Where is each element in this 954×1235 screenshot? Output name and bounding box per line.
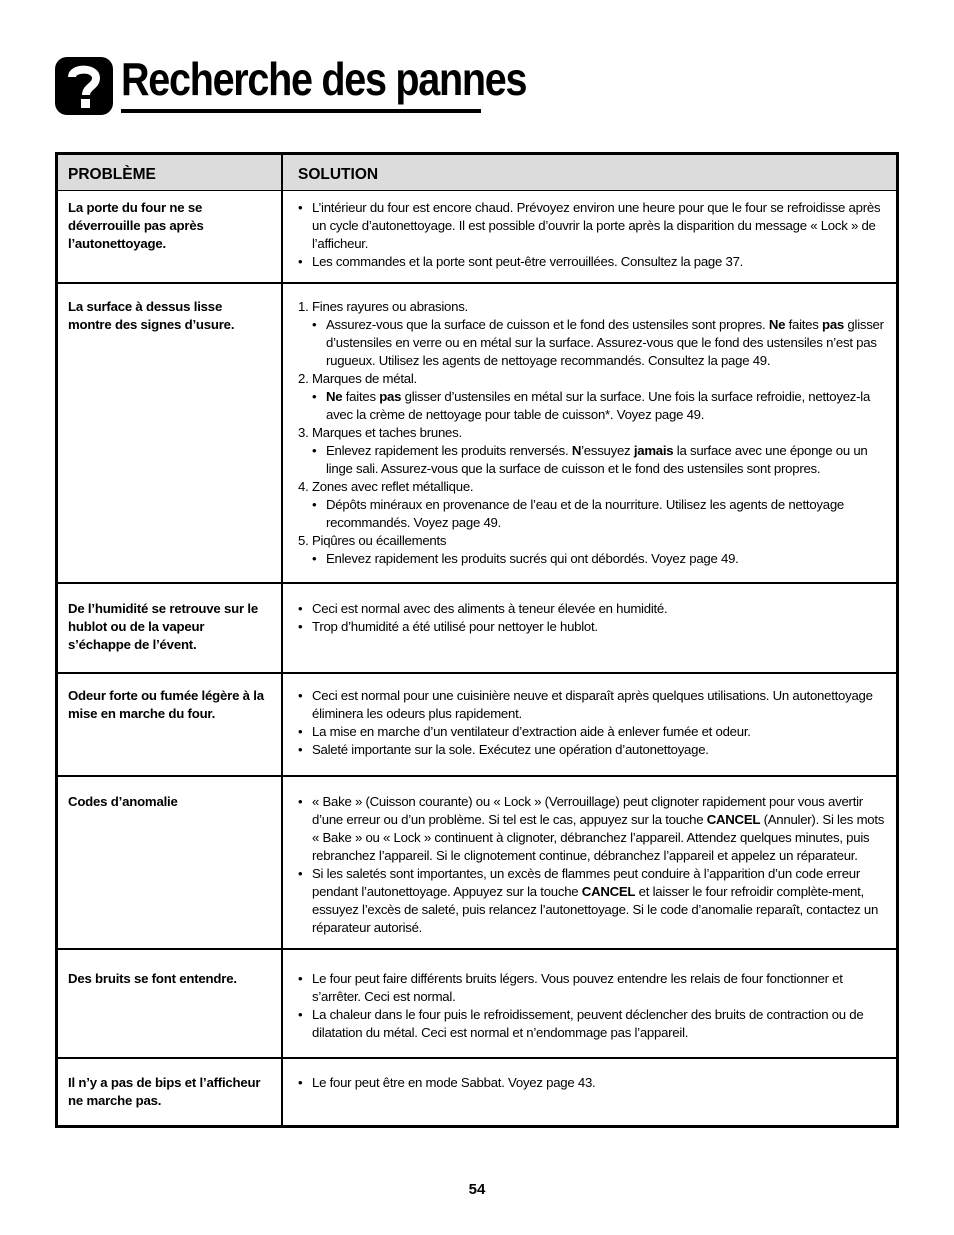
question-mark-icon — [55, 57, 113, 115]
solution-cell: • Le four peut être en mode Sabbat. Voyez page 43. — [298, 1074, 890, 1092]
header-solution: SOLUTION — [298, 166, 379, 183]
table-row — [58, 284, 896, 584]
column-divider — [281, 155, 283, 1125]
problem-cell: La surface à dessus lisse montre des signes d’usure. — [68, 299, 235, 332]
solution-cell: • Le four peut faire différents bruits légers. Vous pouvez entendre les relais de four fonctionner et s’arrêter. Ceci est normal. • La chaleur dans le four puis le refroidissement, peuvent déclencher des bruits de contraction ou de dilatation du métal. Ceci est normal et n’endommage pas l’appareil. — [298, 970, 890, 1042]
title-underline — [121, 109, 481, 113]
table-header — [58, 155, 896, 191]
table-row — [58, 777, 896, 950]
solution-cell: • L’intérieur du four est encore chaud. Prévoyez environ une heure pour que le four se refroidisse après un cycle d’autonettoyage. Il est possible d’ouvrir la porte après la disparition du message « Lock » de l’afficheur. • Les commandes et la porte sont peut-être verrouillées. Consultez la page 37. — [298, 199, 890, 271]
table-row — [58, 584, 896, 674]
table-row — [58, 950, 896, 1059]
page-header — [55, 53, 527, 115]
solution-cell: • Ceci est normal pour une cuisinière neuve et disparaît après quelques utilisations. Un autonettoyage éliminera les odeurs plus rapidement. • La mise en marche d’un ventilateur d’extraction aide à enlever fumée et odeur. • Saleté importante sur la sole. Exécutez une opération d’autonettoyage. — [298, 687, 890, 759]
solution-cell: 1. Fines rayures ou abrasions. • Assurez-vous que la surface de cuisson et le fond des ustensiles sont propres. Ne faites pas glisser d’ustensiles en verre ou en métal sur la surface. Assurez-vous que le fond des ustensiles n’est pas rugueux. Utilisez les agents de nettoyage recommandés. Consultez la page 49. 2. Marques de métal. • Ne faites pas glisser d’ustensiles en métal sur la surface. Une fois la surface refroidie, nettoyez-la avec la crème de nettoyage pour table de cuisson*. Voyez page 49. 3. Marques et taches brunes. • Enlevez rapidement les produits renversés. N’essuyez jamais la surface avec une éponge ou un linge sali. Assurez-vous que la surface de cuisson et le fond des ustensiles sont propres. 4. Zones avec reflet métallique. • Dépôts minéraux en provenance de l’eau et de la nourriture. Utilisez les agents de nettoyage recommandés. Voyez page 49. 5. Piqûres ou écaillements • Enlevez rapidement les produits sucrés qui ont débordés. Voyez page 49. — [298, 298, 890, 568]
problem-cell: De l’humidité se retrouve sur le hublot ou de la vapeur s’échappe de l’évent. — [68, 601, 259, 652]
solution-cell: • Ceci est normal avec des aliments à teneur élevée en humidité. • Trop d’humidité a été utilisé pour nettoyer le hublot. — [298, 600, 890, 636]
troubleshooting-table — [55, 152, 899, 1128]
header-problem: PROBLÈME — [68, 166, 156, 183]
problem-cell: Odeur forte ou fumée légère à la mise en marche du four. — [68, 688, 264, 721]
table-row — [58, 674, 896, 777]
page-number: 54 — [468, 1181, 486, 1198]
problem-cell: Codes d’anomalie — [68, 794, 178, 809]
problem-cell: Il n’y a pas de bips et l’afficheur ne marche pas. — [68, 1075, 261, 1108]
problem-cell: Des bruits se font entendre. — [68, 971, 237, 986]
problem-cell: La porte du four ne se déverrouille pas après l’autonettoyage. — [68, 200, 204, 251]
solution-cell: • « Bake » (Cuisson courante) ou « Lock » (Verrouillage) peut clignoter rapidement pour vous avertir d’une erreur ou d’un problème. Si tel est le cas, appuyez sur la touche CANCEL (Annuler). Si les mots « Bake » ou « Lock » continuent à clignoter, débranchez l’appareil. Attendez quelques minutes, puis rebranchez l’appareil. Si le clignotement continue, débranchez l’appareil et appelez un réparateur. • Si les saletés sont importantes, un excès de flammes peut conduire à l’apparition d’un code erreur pendant l’autonettoyage. Appuyez sur la touche CANCEL et laisser le four refroidir complète-ment, essuyez l’excès de saleté, puis relancez l’autonettoyage. Si le code d’anomalie reparaît, contactez un réparateur autorisé. — [298, 793, 890, 937]
page-title: Recherche des pannes — [121, 53, 527, 105]
table-row — [58, 191, 896, 284]
table-row — [58, 1059, 896, 1125]
